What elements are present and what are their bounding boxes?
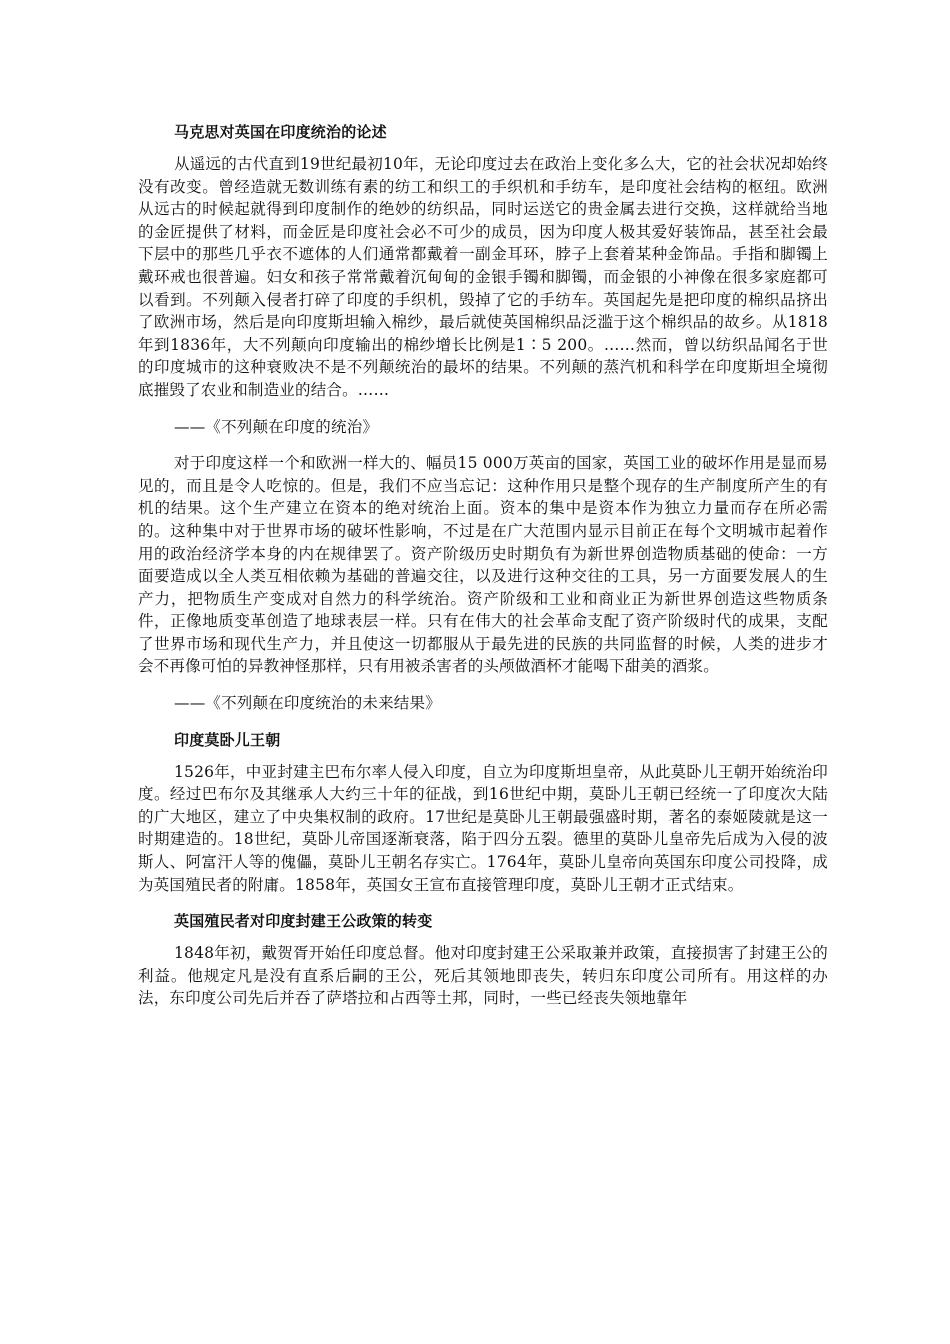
source-citation-2: ——《不列颠在印度统治的未来结果》 (174, 694, 441, 713)
section-title-colonial-policy: 英国殖民者对印度封建王公政策的转变 (174, 912, 433, 931)
paragraph-marx-1: 从遥远的古代直到19世纪最初10年，无论印度过去在政治上变化多么大，它的社会状况却始终没有改变。曾经造就无数训练有素的纺工和织工的手织机和手纺车，是印度社会结构的枢纽。欧洲从远古的时候起就得到印度制作的绝妙的纺织品，同时运送它的贵金属去进行交换，这样就给当地的金匠提供了材料，而金匠是印度社会必不可少的成员，因为印度人极其爱好装饰品，甚至社会最下层中的那些几乎衣不遮体的人们通常都戴着一副金耳环，脖子上套着某种金饰品。手指和脚镯上戴环戒也很普遍。妇女和孩子常常戴着沉甸甸的金银手镯和脚镯，而金银的小神像在很多家庭都可以看到。不列颠入侵者打碎了印度的手织机，毁掉了它的手纺车。英国起先是把印度的棉织品挤出了欧洲市场，然后是向印度斯坦输入棉纱，最后就使英国棉织品泛滥于这个棉织品的故乡。从1818年到1836年，大不列颠向印度输出的棉纱增长比例是1∶5 200。……然而，曾以纺织品闻名于世的印度城市的这种衰败决不是不列颠统治的最坏的结果。不列颠的蒸汽机和科学在印度斯坦全境彻底摧毁了农业和制造业的结合。…… (138, 155, 828, 399)
section-title-marx: 马克思对英国在印度统治的论述 (174, 123, 387, 141)
document-page (138, 118, 828, 1024)
paragraph-marx-2: 对于印度这样一个和欧洲一样大的、幅员15 000万英亩的国家，英国工业的破坏作用是显而易见的，而且是令人吃惊的。但是，我们不应当忘记：这种作用只是整个现存的生产制度所产生的有机的结果。这个生产建立在资本的绝对统治上面。资本的集中是资本作为独立力量而存在所必需的。这种集中对于世界市场的破坏性影响，不过是在广大范围内显示目前正在每个文明城市起着作用的政治经济学本身的内在规律罢了。资产阶级历史时期负有为新世界创造物质基础的使命：一方面要造成以全人类互相依赖为基础的普遍交往，以及进行这种交往的工具，另一方面要发展人的生产力，把物质生产变成对自然力的科学统治。资产阶级和工业和商业正为新世界创造这些物质条件，正像地质变革创造了地球表层一样。只有在伟大的社会革命支配了资产阶级时代的成果，支配了世界市场和现代生产力，并且使这一切都服从于最先进的民族的共同监督的时候，人类的进步才会不再像可怕的异教神怪那样，只有用被杀害者的头颅做酒杯才能喝下甜美的酒浆。 (138, 454, 828, 676)
section-title-mughal: 印度莫卧儿王朝 (174, 730, 281, 749)
paragraph-mughal: 1526年，中亚封建主巴布尔率人侵入印度，自立为印度斯坦皇帝，从此莫卧儿王朝开始统治印度。经过巴布尔及其继承人大约三十年的征战，到16世纪中期，莫卧儿王朝已经统一了印度次大陆的广大地区，建立了中央集权制的政府。17世纪是莫卧儿王朝最强盛时期，著名的泰姬陵就是这一时期建造的。18世纪，莫卧儿帝国逐渐衰落，陷于四分五裂。德里的莫卧儿皇帝先后成为入侵的波斯人、阿富汗人等的傀儡，莫卧儿王朝名存实亡。1764年，莫卧儿皇帝向英国东印度公司投降，成为英国殖民者的附庸。1858年，英国女王宣布直接管理印度，莫卧儿王朝才正式结束。 (138, 762, 828, 894)
source-citation-1: ——《不列颠在印度的统治》 (174, 417, 379, 436)
paragraph-colonial-policy: 1848年初，戴贺胥开始任印度总督。他对印度封建王公采取兼并政策，直接损害了封建王公的利益。他规定凡是没有直系后嗣的王公，死后其领地即丧失，转归东印度公司所有。用这样的办法，东印度公司先后并吞了萨塔拉和占西等土邦，同时，一些已经丧失领地靠年 (138, 944, 828, 1008)
